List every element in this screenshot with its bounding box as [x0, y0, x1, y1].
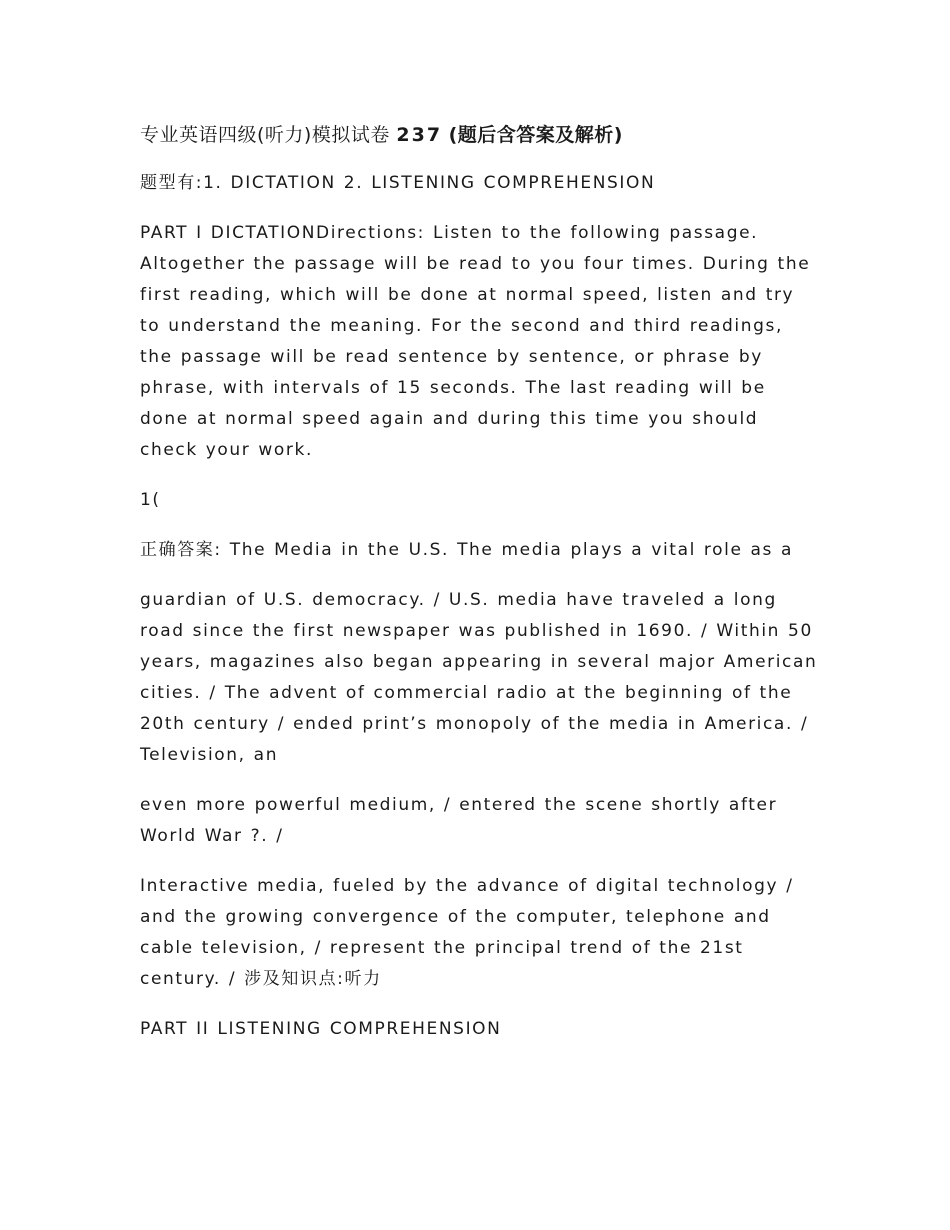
- part2-heading: PART II LISTENING COMPREHENSION: [140, 1019, 502, 1039]
- part1-directions: PART I DICTATIONDirections: Listen to the following passage. Altogether the passage will be read to you four times. During the first reading, which will be done at normal speed, listen and try to understand the meaning. For the second and third readings, the passage will be read sentence by sentence, or phrase by phrase, with intervals of 15 seconds. The last reading will be done at normal speed again and during this time you should check your work.: [140, 223, 811, 460]
- title-number: 237: [396, 124, 443, 146]
- document-page: [140, 118, 820, 1064]
- answer-intro: 正确答案: The Media in the U.S. The media plays a vital role as a: [140, 540, 794, 560]
- answer-paragraph-3: Interactive media, fueled by the advance of digital technology / and the growing convergence of the computer, telephone and cable television, / represent the principal trend of the 21st century. / 涉及知识点:听力: [140, 876, 794, 989]
- title-suffix: (题后含答案及解析): [448, 124, 623, 146]
- answer-paragraph-2: even more powerful medium, / entered the scene shortly after World War ?. /: [140, 795, 778, 846]
- question-number: 1(: [140, 490, 161, 510]
- answer-paragraph-1: guardian of U.S. democracy. / U.S. media have traveled a long road since the first newspaper was published in 1690. / Within 50 years, magazines also began appearing in several major American cities. / The advent of commercial radio at the beginning of the 20th century / ended print’s monopoly of the media in America. / Television, an: [140, 590, 818, 765]
- question-types-line: 题型有:1. DICTATION 2. LISTENING COMPREHENSION: [140, 173, 656, 193]
- document-title: [140, 118, 820, 152]
- title-prefix: 专业英语四级(听力)模拟试卷: [140, 124, 390, 146]
